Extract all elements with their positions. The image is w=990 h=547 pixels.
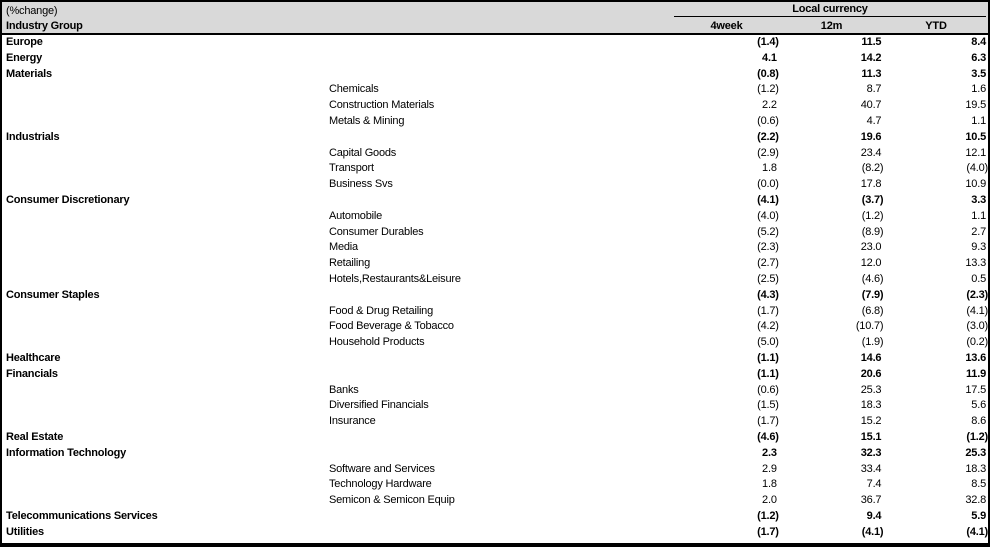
value-cell: (1.4) bbox=[757, 36, 779, 48]
table-row bbox=[2, 367, 988, 383]
industry-cell: Materials bbox=[6, 67, 52, 80]
value-cell: 36.7 bbox=[860, 494, 884, 507]
value-cell: 7.4 bbox=[866, 478, 884, 491]
table-row bbox=[2, 304, 988, 320]
value-cell: 19.5 bbox=[965, 99, 988, 112]
table-row bbox=[2, 209, 988, 225]
percent-change-label: (%change) bbox=[6, 5, 58, 17]
industry-cell: Consumer Staples bbox=[6, 288, 100, 301]
value-cell: 2.3 bbox=[762, 446, 779, 459]
value-cell: (4.0) bbox=[966, 162, 988, 175]
value-cell: 8.5 bbox=[971, 478, 988, 491]
value-cell: 8.7 bbox=[866, 83, 884, 96]
value-cell: 8.4 bbox=[971, 36, 988, 48]
table-row bbox=[2, 82, 988, 98]
value-cell: (1.1) bbox=[757, 351, 779, 364]
table-row bbox=[2, 446, 988, 462]
value-cell: 6.3 bbox=[971, 51, 988, 64]
value-cell: (0.8) bbox=[757, 67, 779, 80]
value-cell: (6.8) bbox=[861, 304, 884, 317]
table-row bbox=[2, 351, 988, 367]
value-cell: (2.7) bbox=[757, 257, 779, 270]
table-row bbox=[2, 477, 988, 493]
value-cell: (4.2) bbox=[757, 320, 779, 333]
value-cell: (1.2) bbox=[966, 430, 988, 443]
value-cell: 8.6 bbox=[971, 415, 988, 428]
value-cell: (4.6) bbox=[757, 430, 779, 443]
value-cell: 4.1 bbox=[762, 51, 779, 64]
column-header-4week: 4week bbox=[710, 20, 743, 32]
value-cell: (4.1) bbox=[757, 193, 779, 206]
industry-cell: Food Beverage & Tobacco bbox=[329, 320, 454, 333]
value-cell: (4.1) bbox=[966, 525, 988, 538]
table-row bbox=[2, 256, 988, 272]
value-cell: (0.2) bbox=[966, 336, 988, 349]
value-cell: 11.5 bbox=[861, 36, 884, 48]
value-cell: (1.7) bbox=[757, 304, 779, 317]
value-cell: 11.3 bbox=[861, 67, 884, 80]
industry-cell: Chemicals bbox=[329, 83, 379, 96]
value-cell: 25.3 bbox=[860, 383, 884, 396]
value-cell: 12.0 bbox=[860, 257, 884, 270]
value-cell: 9.4 bbox=[866, 509, 884, 522]
value-cell: (3.7) bbox=[861, 193, 884, 206]
value-cell: (1.7) bbox=[757, 415, 779, 428]
value-cell: (7.9) bbox=[861, 288, 884, 301]
industry-cell: Banks bbox=[329, 383, 359, 396]
value-cell: 2.0 bbox=[762, 494, 779, 507]
industry-cell: Construction Materials bbox=[329, 99, 435, 112]
value-cell: (4.6) bbox=[861, 272, 884, 285]
value-cell: (4.3) bbox=[757, 288, 779, 301]
value-cell: (4.1) bbox=[861, 525, 884, 538]
value-cell: 2.9 bbox=[762, 462, 779, 475]
value-cell: (1.9) bbox=[861, 336, 884, 349]
header-row-columns bbox=[2, 19, 988, 33]
value-cell: 18.3 bbox=[965, 462, 988, 475]
industry-cell: Metals & Mining bbox=[329, 114, 405, 127]
table-row bbox=[2, 414, 988, 430]
value-cell: (0.0) bbox=[757, 178, 779, 191]
table-row bbox=[2, 130, 988, 146]
table-row bbox=[2, 98, 988, 114]
value-cell: 25.3 bbox=[965, 446, 988, 459]
industry-cell: Automobile bbox=[329, 209, 383, 222]
value-cell: 33.4 bbox=[860, 462, 884, 475]
industry-cell: Semicon & Semicon Equip bbox=[329, 494, 455, 507]
value-cell: 15.2 bbox=[860, 415, 884, 428]
value-cell: (8.9) bbox=[861, 225, 884, 238]
value-cell: 12.1 bbox=[965, 146, 988, 159]
table-row bbox=[2, 319, 988, 335]
value-cell: 0.5 bbox=[971, 272, 988, 285]
industry-cell: Household Products bbox=[329, 336, 425, 349]
value-cell: 9.3 bbox=[971, 241, 988, 254]
industry-cell: Industrials bbox=[6, 130, 60, 143]
industry-cell: Telecommunications Services bbox=[6, 509, 158, 522]
value-cell: 5.9 bbox=[971, 509, 988, 522]
industry-cell: Food & Drug Retailing bbox=[329, 304, 434, 317]
value-cell: 14.6 bbox=[860, 351, 884, 364]
value-cell: 13.6 bbox=[965, 351, 988, 364]
local-currency-header: Local currency bbox=[674, 2, 986, 17]
value-cell: 3.5 bbox=[971, 67, 988, 80]
value-cell: 1.8 bbox=[762, 478, 779, 491]
table-row bbox=[2, 35, 988, 51]
table-row bbox=[2, 114, 988, 130]
industry-cell: Insurance bbox=[329, 415, 376, 428]
table-header bbox=[2, 2, 988, 35]
value-cell: 1.1 bbox=[971, 114, 988, 127]
value-cell: (1.2) bbox=[861, 209, 884, 222]
value-cell: (2.5) bbox=[757, 272, 779, 285]
table-row bbox=[2, 383, 988, 399]
table-row bbox=[2, 288, 988, 304]
value-cell: 17.5 bbox=[965, 383, 988, 396]
industry-cell: Transport bbox=[329, 162, 374, 175]
column-header-12m: 12m bbox=[820, 20, 843, 32]
table-row bbox=[2, 335, 988, 351]
value-cell: (5.0) bbox=[757, 336, 779, 349]
value-cell: 14.2 bbox=[860, 51, 884, 64]
value-cell: 11.9 bbox=[965, 367, 988, 380]
value-cell: (2.3) bbox=[966, 288, 988, 301]
industry-cell: Information Technology bbox=[6, 446, 127, 459]
value-cell: (8.2) bbox=[861, 162, 884, 175]
table-row bbox=[2, 430, 988, 446]
industry-cell: Business Svs bbox=[329, 178, 393, 191]
value-cell: (1.2) bbox=[757, 83, 779, 96]
value-cell: 10.9 bbox=[965, 178, 988, 191]
value-cell: 2.2 bbox=[762, 99, 779, 112]
value-cell: (10.7) bbox=[855, 320, 884, 333]
value-cell: (0.6) bbox=[757, 114, 779, 127]
value-cell: 1.6 bbox=[971, 83, 988, 96]
value-cell: (2.2) bbox=[757, 130, 779, 143]
industry-cell: Consumer Discretionary bbox=[6, 193, 130, 206]
value-cell: 32.8 bbox=[965, 494, 988, 507]
table-row bbox=[2, 509, 988, 525]
value-cell: (3.0) bbox=[966, 320, 988, 333]
table-row bbox=[2, 493, 988, 509]
industry-cell: Healthcare bbox=[6, 351, 61, 364]
table-row bbox=[2, 51, 988, 67]
value-cell: 13.3 bbox=[965, 257, 988, 270]
industry-group-header: Industry Group bbox=[6, 20, 83, 32]
value-cell: 15.1 bbox=[860, 430, 884, 443]
value-cell: (2.3) bbox=[757, 241, 779, 254]
table-row bbox=[2, 525, 988, 541]
table-row bbox=[2, 240, 988, 256]
industry-cell: Capital Goods bbox=[329, 146, 397, 159]
value-cell: 23.4 bbox=[860, 146, 884, 159]
value-cell: 17.8 bbox=[860, 178, 884, 191]
industry-cell: Utilities bbox=[6, 525, 44, 538]
value-cell: 10.5 bbox=[965, 130, 988, 143]
column-header-ytd: YTD bbox=[925, 20, 947, 32]
industry-cell: Media bbox=[329, 241, 358, 254]
industry-cell: Software and Services bbox=[329, 462, 435, 475]
value-cell: (4.1) bbox=[966, 304, 988, 317]
table-row bbox=[2, 146, 988, 162]
data-grid bbox=[2, 35, 988, 541]
value-cell: (2.9) bbox=[757, 146, 779, 159]
value-cell: (1.1) bbox=[757, 367, 779, 380]
value-cell: (5.2) bbox=[757, 225, 779, 238]
value-cell: 40.7 bbox=[860, 99, 884, 112]
industry-cell: Real Estate bbox=[6, 430, 64, 443]
value-cell: (1.7) bbox=[757, 525, 779, 538]
industry-cell: Consumer Durables bbox=[329, 225, 424, 238]
value-cell: (0.6) bbox=[757, 383, 779, 396]
value-cell: (1.5) bbox=[757, 399, 779, 412]
value-cell: (1.2) bbox=[757, 509, 779, 522]
value-cell: 32.3 bbox=[860, 446, 884, 459]
table-row bbox=[2, 177, 988, 193]
header-row-top bbox=[2, 2, 988, 19]
industry-cell: Retailing bbox=[329, 257, 371, 270]
table-body bbox=[2, 35, 988, 541]
table-row bbox=[2, 225, 988, 241]
industry-cell: Diversified Financials bbox=[329, 399, 429, 412]
value-cell: 5.6 bbox=[971, 399, 988, 412]
value-cell: 1.1 bbox=[971, 209, 988, 222]
value-cell: 1.8 bbox=[762, 162, 779, 175]
value-cell: 23.0 bbox=[860, 241, 884, 254]
table-row bbox=[2, 272, 988, 288]
value-cell: (4.0) bbox=[757, 209, 779, 222]
value-cell: 19.6 bbox=[860, 130, 884, 143]
value-cell: 3.3 bbox=[971, 193, 988, 206]
value-cell: 20.6 bbox=[860, 367, 884, 380]
value-cell: 18.3 bbox=[860, 399, 884, 412]
industry-cell: Energy bbox=[6, 51, 43, 64]
industry-cell: Technology Hardware bbox=[329, 478, 432, 491]
industry-cell: Financials bbox=[6, 367, 58, 380]
table-row bbox=[2, 67, 988, 83]
table-row bbox=[2, 398, 988, 414]
value-cell: 4.7 bbox=[866, 114, 884, 127]
value-cell: 2.7 bbox=[971, 225, 988, 238]
table-row bbox=[2, 161, 988, 177]
industry-cell: Europe bbox=[6, 36, 43, 48]
industry-cell: Hotels,Restaurants&Leisure bbox=[329, 272, 461, 285]
table-row bbox=[2, 462, 988, 478]
table-row bbox=[2, 193, 988, 209]
